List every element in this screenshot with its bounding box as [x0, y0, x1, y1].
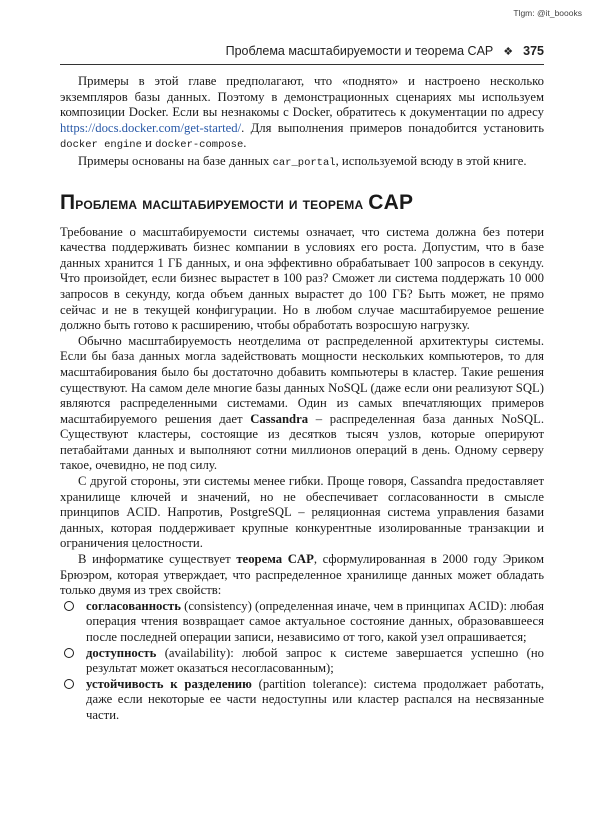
intro-paragraph-1: Примеры в этой главе предполагают, что «поднято» и настроено несколько экземпляров базы данных. Поэтому в демонстрационных сценариях мы используем композиции Docker. Если вы незнакомы с Docker, обратитесь к документации по адресу https://docs.docker.com/get-started/. Для выполнения примеров понадобится установить docker engine и docker-compose. — [60, 74, 544, 152]
section-heading: Проблема масштабируемости и теорема CAP — [60, 190, 414, 214]
channel-tag: Tlgm: @it_boooks — [513, 8, 582, 18]
section-paragraph-1: Требование о масштабируемости системы означает, что система должна без потери качества поддерживать бизнес компании в условиях его роста. Допустим, что в базе данных хранится 1 ГБ данных, и она эффективно обрабатывает 100 запросов в секунду. Что произойдет, если бизнес вырастет в 100 раз? Сможет ли система поддержать 10 000 запросов в секунду, когда объем данных вырастет до 100 ГБ? Быть может, не прямо сейчас и не в текущей конфигурации. Но в любом случае масштабируемое решение должно быть готово к расширению, чтобы обработать возросшую нагрузку. — [60, 224, 544, 333]
cap-properties-list — [60, 599, 544, 724]
cassandra-term: Cassandra — [250, 411, 309, 426]
section-paragraph-3: С другой стороны, эти системы менее гибки. Проще говоря, Cassandra предоставляет хранилище ключей и значений, но не обеспечивает согласованности в смысле принципов ACID. Напротив, PostgreSQL – реляционная система управления базами данных, которая поддерживает крупные конкурентные изолированные транзакции и ограничения целостности. — [60, 474, 544, 551]
docker-docs-link[interactable]: https://docs.docker.com/get-started/ — [60, 120, 242, 135]
cap-theorem-term: теорема CAP — [236, 552, 314, 567]
list-item: доступность (availability): любой запрос к системе завершается успешно (но результат может оказаться несогласованным); — [60, 646, 544, 677]
intro-paragraph-2: Примеры основаны на базе данных car_portal, используемой всюду в этой книге. — [78, 153, 527, 169]
page-body — [60, 74, 544, 724]
code-docker-compose: docker-compose — [155, 139, 244, 152]
bullet-icon — [64, 679, 74, 689]
diamond-separator-icon: ❖ — [503, 46, 514, 58]
code-docker-engine: docker engine — [60, 139, 142, 152]
page-number: 375 — [523, 44, 544, 58]
header-rule — [60, 64, 544, 65]
section-paragraph-4: В информатике существует теорема CAP, сформулированная в 2000 году Эриком Брюэром, которая утверждает, что распределенное хранилище данных может обладать только двумя из трех свойств: — [60, 552, 544, 598]
section-paragraph-2: Обычно масштабируемость неотделима от распределенной архитектуры системы. Если бы база данных могла задействовать мощности нескольких компьютеров, то для масштабирования было бы достаточно добавить компьютеры в кластер. Такие решения существуют. На самом деле многие базы данных NoSQL (даже если они реализуют SQL) являются распределенными системами. Один из самых впечатляющих примеров масштабируемого решения дает Cassandra – распределенная база данных NoSQL. Существуют кластеры, состоящие из десятков тысяч узлов, которые оперируют петабайтами данных и выполняют сотни миллионов операций в день. Одному серверу такое, очевидно, не под силу. — [60, 333, 544, 473]
list-item: согласованность (consistency) (определенная иначе, чем в принципах ACID): любая операция чтения возвращает самое актуальное состояние данных, образовавшееся после последней операции записи, независимо от того, какой узел опрашивается; — [60, 599, 544, 646]
bullet-icon — [64, 648, 74, 658]
code-car-portal: car_portal — [272, 156, 336, 169]
bullet-icon — [64, 601, 74, 611]
running-header — [60, 44, 544, 62]
running-title: Проблема масштабируемости и теорема CAP — [225, 44, 494, 58]
list-item: устойчивость к разделению (partition tolerance): система продолжает работать, даже если некоторые ее части недоступны или кластер распался на несвязанные части. — [60, 677, 544, 724]
